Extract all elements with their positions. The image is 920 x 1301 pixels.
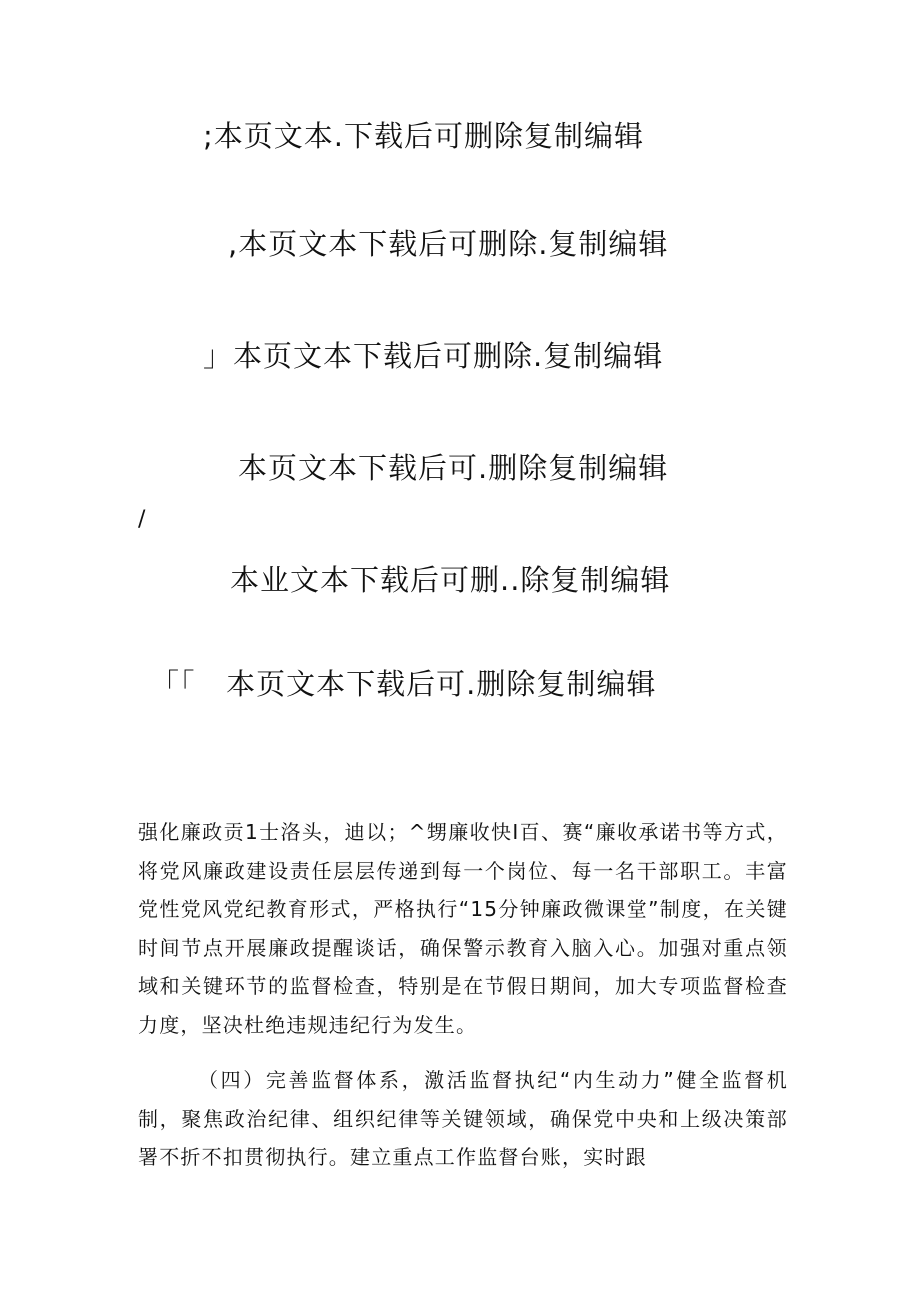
stray-slash-mark: / — [138, 507, 146, 532]
watermark-line-6: 「「 本页文本下载后可.删除复制编辑 — [150, 667, 657, 701]
watermark-line-2: ,本页文本下载后可删除.复制编辑 — [228, 227, 669, 261]
watermark-line-3: 」本页文本下载后可删除.复制编辑 — [203, 339, 664, 373]
body-paragraph-1: 强化廉政贡1士洛头，迪以；^甥廉收快I百、赛“廉收承诺书等方式，将党风廉政建设责任层层传递到每一个岗位、每一名干部职工。丰富党性党风党纪教育形式，严格执行“15分钟廉政微课堂”制度，在关键时间节点开展廉政提醒谈话，确保警示教育入脑入心。加强对重点领域和关键环节的监督检查，特别是在节假日期间，加大专项监督检查力度，坚决杜绝违规违纪行为发生。 — [138, 820, 788, 1037]
body-paragraph-2: （四）完善监督体系，激活监督执纪“内生动力”健全监督机制，聚焦政治纪律、组织纪律等关键领域，确保党中央和上级决策部署不折不扣贯彻执行。建立重点工作监督台账，实时跟 — [138, 1068, 788, 1169]
watermark-line-5: 本业文本下载后可删..除复制编辑 — [230, 563, 671, 597]
watermark-line-1: ;本页文本.下载后可删除复制编辑 — [203, 119, 644, 153]
watermark-line-4: 本页文本下载后可.删除复制编辑 — [238, 451, 669, 485]
